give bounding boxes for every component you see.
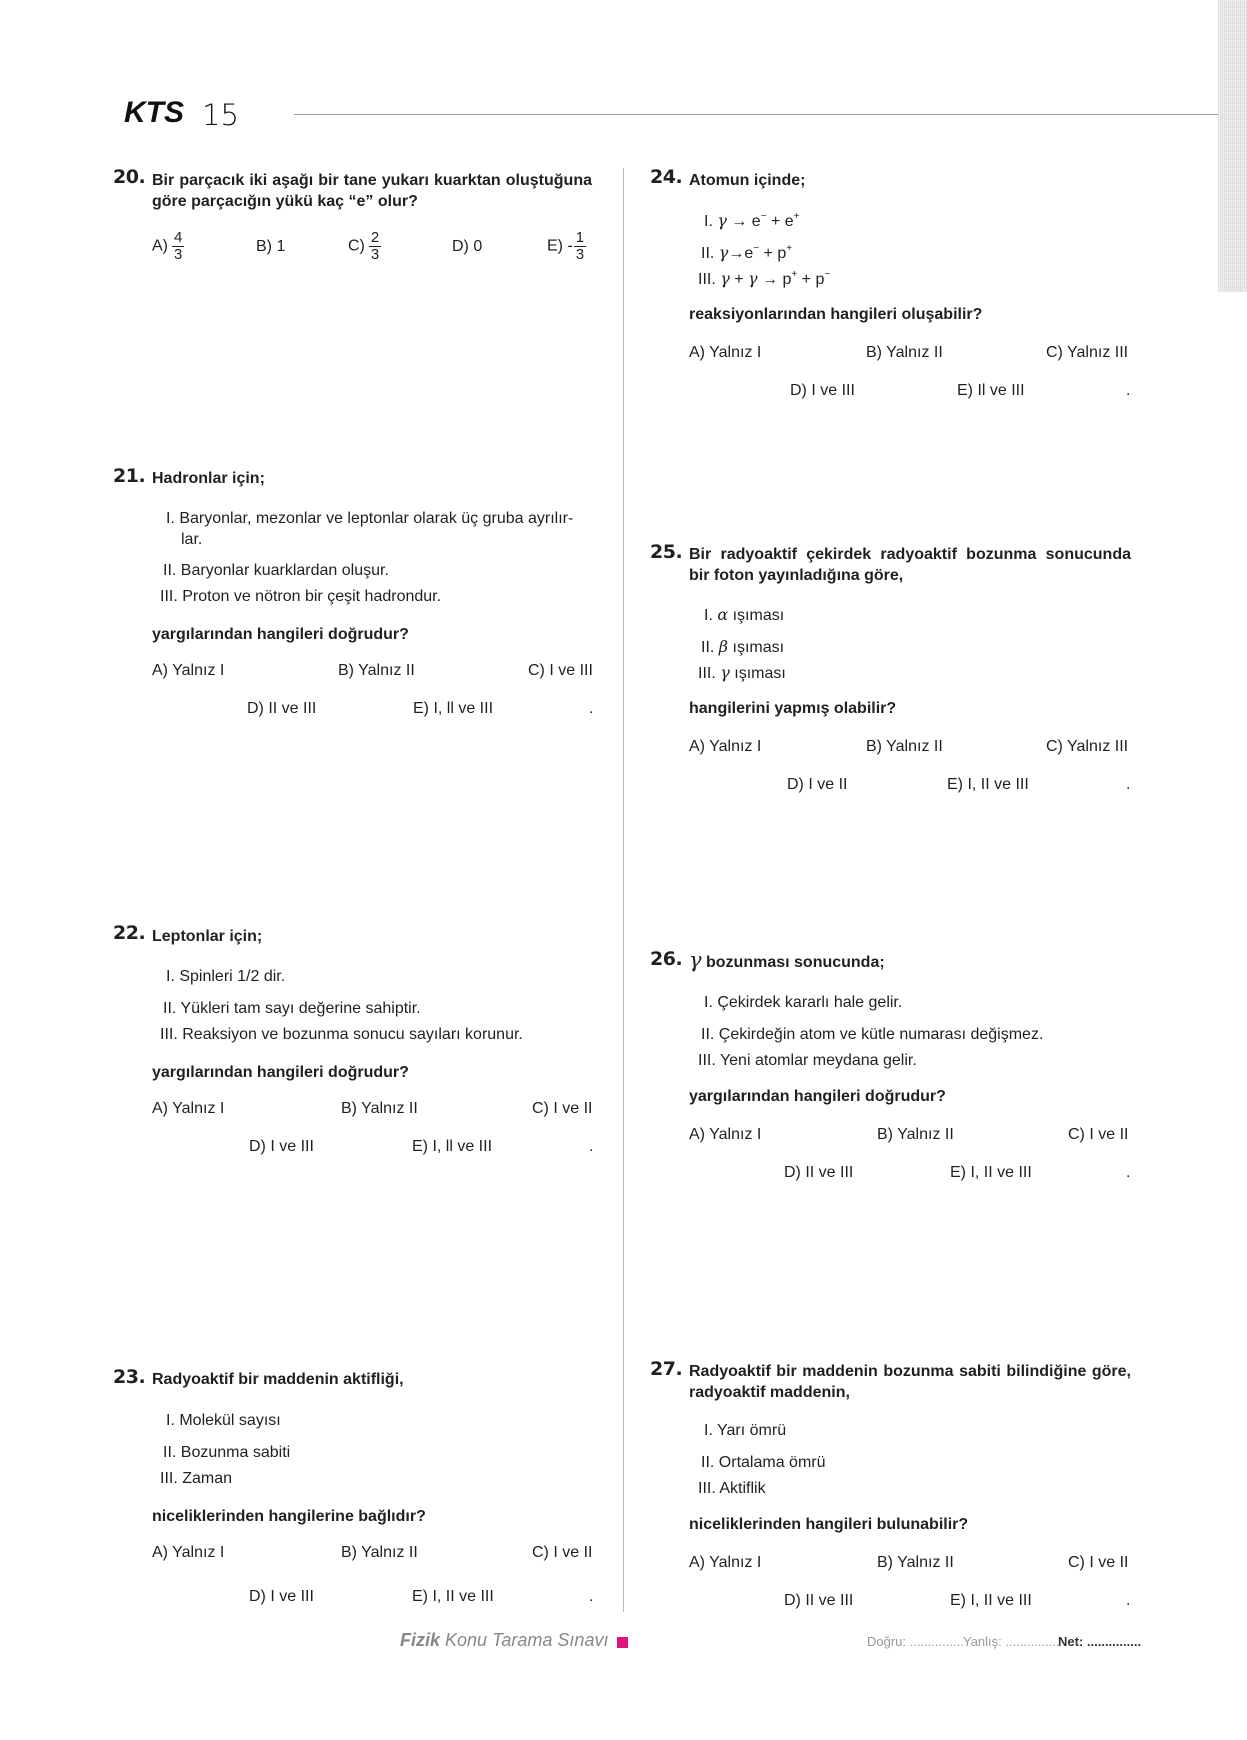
option-e[interactable] — [547, 230, 586, 263]
option-a[interactable]: A) Yalnız I — [689, 1554, 762, 1571]
statement-numeral: III. — [698, 1480, 716, 1497]
question-text-body: bozunması sonucunda; — [701, 954, 885, 971]
statement-3 — [160, 1468, 232, 1489]
reaction-2 — [701, 242, 792, 264]
option-c[interactable]: C) I ve II — [1068, 1554, 1129, 1571]
reaction-part: → e — [726, 213, 761, 230]
option-c[interactable]: C) I ve II — [532, 1100, 593, 1117]
exam-title — [400, 1630, 608, 1651]
option-d[interactable]: D) II ve III — [784, 1164, 854, 1181]
option-label: E) - — [547, 237, 573, 255]
reaction-1 — [704, 210, 800, 232]
statement-numeral: I. — [704, 213, 713, 230]
option-c[interactable]: C) I ve II — [1068, 1126, 1129, 1143]
statement-2 — [163, 998, 421, 1019]
statement-1 — [166, 1410, 281, 1431]
alpha-symbol: α — [717, 605, 729, 624]
question-text: Leptonlar için; — [152, 928, 263, 945]
statement-3 — [698, 662, 786, 684]
option-e[interactable]: E) I, ll ve III — [412, 1138, 493, 1155]
statement-3 — [160, 1024, 523, 1045]
option-label: A) — [152, 237, 168, 255]
statement-text: Baryonlar, mezonlar ve leptonlar olarak üç gruba ayrılır- — [179, 510, 574, 527]
statement-numeral: I. — [166, 510, 175, 527]
statement-text: Çekirdek kararlı hale gelir. — [717, 994, 903, 1011]
statement-numeral: I. — [704, 607, 713, 624]
gamma-symbol: γ — [748, 269, 758, 288]
question-number: 21. — [113, 465, 146, 487]
option-d[interactable]: D) 0 — [452, 238, 483, 255]
reaction-part: →e — [728, 245, 754, 262]
question-text: Hadronlar için; — [152, 470, 265, 487]
beta-symbol: β — [718, 637, 729, 656]
statement-text: ışıması — [729, 665, 786, 682]
statement-numeral: I. — [166, 968, 175, 985]
statement-1 — [704, 992, 902, 1013]
statement-text: Yarı ömrü — [717, 1422, 787, 1439]
statement-numeral: III. — [698, 665, 716, 682]
statement-text: ışıması — [728, 639, 785, 656]
statement-numeral: III. — [160, 1470, 178, 1487]
option-e[interactable]: E) I, II ve III — [950, 1592, 1032, 1609]
statement-numeral: II. — [163, 1444, 177, 1461]
statement-1 — [704, 1420, 786, 1441]
question-prompt: yargılarından hangileri doğrudur? — [689, 1088, 946, 1105]
numerator: 2 — [370, 229, 380, 246]
end-dot: . — [1126, 382, 1131, 399]
question-prompt: niceliklerinden hangileri bulunabilir? — [689, 1516, 969, 1533]
option-b[interactable]: B) 1 — [256, 238, 286, 255]
option-c[interactable]: C) I ve III — [528, 662, 593, 679]
statement-3 — [160, 586, 441, 607]
option-c[interactable]: C) I ve II — [532, 1544, 593, 1561]
question-number: 27. — [650, 1358, 683, 1380]
statement-1 — [166, 966, 285, 987]
question-text: Bir radyoaktif çekirdek radyoaktif bozunma sonucunda bir foton yayınladığına göre, — [689, 546, 1131, 584]
charge-superscript: − — [760, 211, 767, 222]
statement-text: Çekirdeğin atom ve kütle numarası değişmez. — [718, 1026, 1044, 1043]
statement-2 — [163, 560, 389, 581]
question-prompt: niceliklerinden hangilerine bağlıdır? — [152, 1508, 426, 1525]
end-dot: . — [589, 1588, 594, 1605]
reaction-3 — [698, 268, 830, 290]
question-number: 22. — [113, 922, 146, 944]
statement-1 — [704, 604, 784, 626]
statement-text: Spinleri 1/2 dir. — [179, 968, 286, 985]
statement-numeral: I. — [704, 994, 713, 1011]
statement-numeral: II. — [163, 562, 177, 579]
column-divider — [623, 168, 624, 1612]
reaction-part: + p — [759, 245, 787, 262]
option-a[interactable]: A) Yalnız I — [152, 1544, 225, 1561]
question-text: Radyoaktif bir maddenin bozunma sabiti bilindiğine göre, radyoaktif maddenin, — [689, 1363, 1131, 1401]
option-c[interactable]: C) Yalnız III — [1046, 738, 1129, 755]
fraction — [369, 230, 381, 263]
question-text: Bir parçacık iki aşağı bir tane yukarı kuarktan oluştuğuna göre parçacığın yükü kaç “e” olur? — [152, 172, 592, 210]
subject-name: Fizik — [400, 1630, 441, 1650]
accent-square — [617, 1637, 628, 1648]
denominator: 3 — [575, 246, 585, 263]
statement-2 — [701, 636, 784, 658]
statement-numeral: III. — [160, 588, 178, 605]
option-d[interactable]: D) I ve II — [787, 776, 848, 793]
page-number: 15 — [202, 98, 239, 132]
option-e[interactable]: E) I, II ve III — [947, 776, 1029, 793]
statement-numeral: III. — [698, 1052, 716, 1069]
option-e[interactable]: E) Il ve III — [957, 382, 1025, 399]
option-c[interactable]: C) Yalnız III — [1046, 344, 1129, 361]
brand-logo: KTS — [124, 96, 184, 129]
option-b[interactable]: B) Yalnız II — [877, 1126, 954, 1143]
option-b[interactable]: B) Yalnız II — [338, 662, 415, 679]
charge-superscript: − — [753, 243, 760, 254]
numerator: 1 — [575, 229, 585, 246]
statement-3 — [698, 1478, 766, 1499]
option-a[interactable]: A) Yalnız I — [689, 738, 762, 755]
statement-text: Yeni atomlar meydana gelir. — [719, 1052, 917, 1069]
statement-numeral: I. — [704, 1422, 713, 1439]
end-dot: . — [589, 700, 594, 717]
statement-numeral: I. — [166, 1412, 175, 1429]
option-a[interactable] — [152, 230, 184, 263]
question-text — [689, 950, 1131, 973]
option-a[interactable]: A) Yalnız I — [689, 1126, 762, 1143]
statement-numeral: III. — [698, 271, 716, 288]
reaction-part: + e — [766, 213, 794, 230]
option-e[interactable]: E) I, II ve III — [950, 1164, 1032, 1181]
statement-2 — [701, 1024, 1043, 1045]
net-score-field[interactable]: Net: ............... — [1058, 1634, 1142, 1649]
charge-superscript: + — [786, 243, 793, 254]
statement-1 — [166, 508, 573, 529]
statement-numeral: II. — [701, 1026, 715, 1043]
statement-text: Baryonlar kuarklardan oluşur. — [180, 562, 389, 579]
option-e[interactable]: E) I, II ve III — [412, 1588, 494, 1605]
statement-text: Zaman — [182, 1470, 233, 1487]
option-d[interactable]: D) I ve III — [249, 1138, 314, 1155]
question-number: 25. — [650, 541, 683, 563]
statement-2 — [701, 1452, 826, 1473]
question-text: Radyoaktif bir maddenin aktifliği, — [152, 1371, 404, 1388]
page-edge-texture — [1218, 0, 1247, 292]
statement-numeral: III. — [160, 1026, 178, 1043]
statement-text: ışıması — [728, 607, 785, 624]
denominator: 3 — [370, 246, 380, 263]
question-number: 24. — [650, 166, 683, 188]
statement-text: Reaksiyon ve bozunma sonucu sayıları korunur. — [182, 1026, 523, 1043]
charge-superscript: − — [824, 269, 831, 280]
statement-text: Proton ve nötron bir çeşit hadrondur. — [182, 588, 442, 605]
option-b[interactable]: B) Yalnız II — [341, 1100, 418, 1117]
gamma-symbol: γ — [689, 948, 702, 972]
question-number: 23. — [113, 1366, 146, 1388]
statement-1-continued: lar. — [181, 531, 203, 548]
option-d[interactable]: D) I ve III — [249, 1588, 314, 1605]
question-number: 26. — [650, 948, 683, 970]
charge-superscript: + — [793, 211, 800, 222]
question-prompt: yargılarından hangileri doğrudur? — [152, 626, 409, 643]
correct-count-field[interactable]: Doğru: ............... — [867, 1634, 964, 1649]
option-b[interactable]: B) Yalnız II — [866, 344, 943, 361]
statement-numeral: II. — [701, 639, 715, 656]
wrong-count-field[interactable]: Yanlış: ............... — [963, 1634, 1060, 1649]
statement-text: Ortalama ömrü — [718, 1454, 826, 1471]
end-dot: . — [1126, 1164, 1131, 1181]
question-prompt: yargılarından hangileri doğrudur? — [152, 1064, 409, 1081]
option-b[interactable]: B) Yalnız II — [877, 1554, 954, 1571]
end-dot: . — [1126, 776, 1131, 793]
question-prompt: reaksiyonlarından hangileri oluşabilir? — [689, 306, 983, 323]
fraction — [574, 230, 586, 263]
gamma-symbol: γ — [717, 211, 727, 230]
reaction-part: + p — [797, 271, 825, 288]
statement-numeral: II. — [701, 1454, 715, 1471]
option-b[interactable]: B) Yalnız II — [866, 738, 943, 755]
option-c[interactable] — [348, 230, 381, 263]
charge-superscript: + — [791, 269, 798, 280]
option-a[interactable]: A) Yalnız I — [152, 1100, 225, 1117]
gamma-symbol: γ — [720, 269, 730, 288]
denominator: 3 — [174, 246, 183, 263]
option-label: C) — [348, 237, 365, 255]
question-prompt: hangilerini yapmış olabilir? — [689, 700, 897, 717]
end-dot: . — [589, 1138, 594, 1155]
gamma-symbol: γ — [720, 663, 730, 682]
statement-text: Molekül sayısı — [179, 1412, 281, 1429]
question-number: 20. — [113, 166, 146, 188]
option-a[interactable]: A) Yalnız I — [152, 662, 225, 679]
statement-text: Bozunma sabiti — [180, 1444, 291, 1461]
option-b[interactable]: B) Yalnız II — [341, 1544, 418, 1561]
gamma-symbol: γ — [718, 243, 729, 262]
option-d[interactable]: D) I ve III — [790, 382, 855, 399]
statement-3 — [698, 1050, 917, 1071]
question-text: Atomun içinde; — [689, 172, 806, 189]
statement-2 — [163, 1442, 290, 1463]
end-dot: . — [1126, 1592, 1131, 1609]
header-rule — [294, 114, 1218, 115]
statement-text: Yükleri tam sayı değerine sahiptir. — [180, 1000, 421, 1017]
statement-numeral: II. — [701, 245, 715, 262]
statement-numeral: II. — [163, 1000, 177, 1017]
option-d[interactable]: D) II ve III — [247, 700, 317, 717]
option-e[interactable]: E) I, ll ve III — [413, 700, 494, 717]
statement-text: Aktiflik — [719, 1480, 766, 1497]
exam-name: Konu Tarama Sınavı — [440, 1630, 609, 1650]
reaction-part: + — [729, 271, 749, 288]
option-a[interactable]: A) Yalnız I — [689, 344, 762, 361]
numerator: 4 — [174, 229, 183, 246]
fraction — [172, 230, 184, 263]
reaction-part: → p — [757, 271, 792, 288]
option-d[interactable]: D) II ve III — [784, 1592, 854, 1609]
